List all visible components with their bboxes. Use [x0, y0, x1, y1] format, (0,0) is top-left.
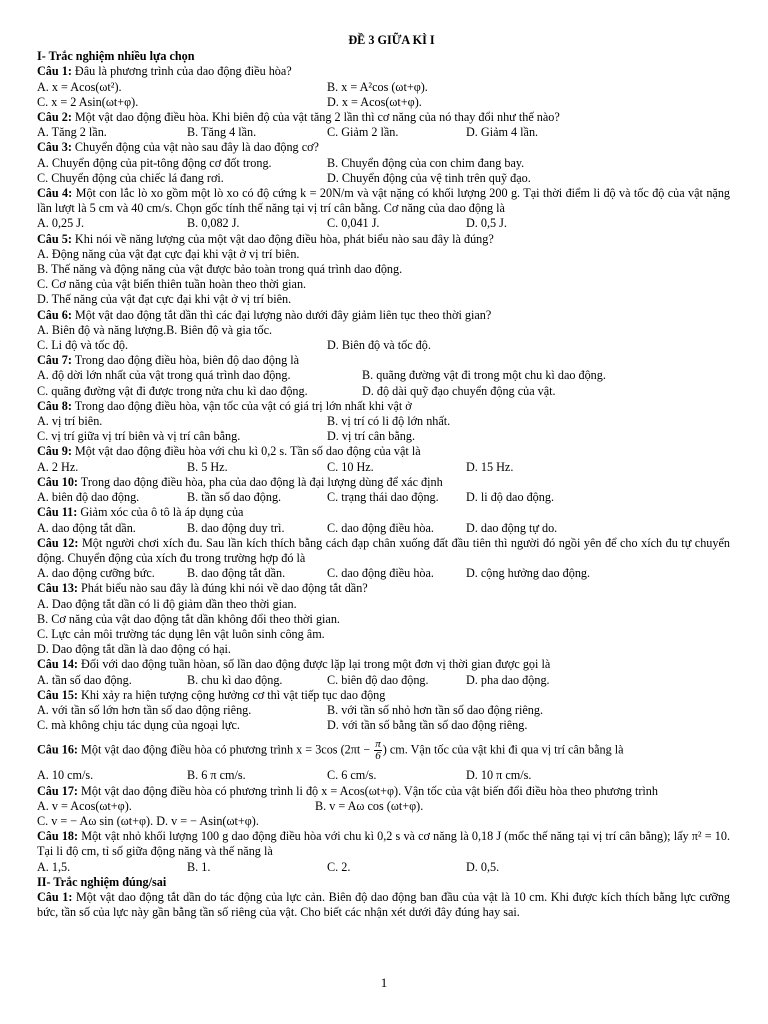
answer-option: B. Tăng 4 lần. [187, 125, 257, 140]
answer-options-row [37, 384, 730, 399]
question-block [37, 110, 730, 140]
answer-option: A. 10 cm/s. [37, 768, 94, 783]
answer-options-row [37, 156, 730, 171]
question-block [37, 140, 730, 186]
question-label: Câu 1: [37, 889, 73, 904]
question-label: Câu 9: [37, 444, 72, 459]
question-stem [37, 399, 730, 414]
question-block [37, 308, 730, 354]
answer-option: D. x = Acos(ωt+φ). [327, 94, 422, 109]
question-text: Một vật dao động điều hòa có phương trình x = 3cos (2πt − [81, 742, 374, 757]
question-stem [37, 444, 730, 459]
question-block [37, 829, 730, 875]
answer-option: B. chu kì dao động. [187, 672, 283, 687]
exam-title: ĐỀ 3 GIỮA KÌ I [348, 33, 435, 47]
question-block [37, 581, 730, 657]
answer-option: C. dao động điều hòa. [327, 566, 434, 581]
answer-option: B. Chuyển động của con chim đang bay. [327, 155, 525, 170]
question-text: Khi nói về năng lượng của một vật dao động điều hòa, phát biểu nào sau đây là đúng? [74, 231, 494, 246]
answer-option: A. vị trí biên. [37, 414, 103, 429]
question-label: Câu 13: [37, 581, 78, 596]
answer-options-row [37, 566, 730, 581]
answer-options-row [37, 414, 730, 429]
question-text: Trong dao động điều hòa, pha của dao động là đại lượng dùng để xác định [80, 474, 443, 489]
answer-option: D. với tần số bằng tần số dao động riêng. [327, 718, 528, 733]
answer-option: D. Biên độ và tốc độ. [327, 338, 431, 353]
answer-options-row [37, 171, 730, 186]
answer-option: C. 10 Hz. [327, 459, 374, 474]
question-block [37, 444, 730, 474]
answer-options-row [37, 718, 730, 733]
question-label: Câu 11: [37, 505, 78, 520]
true-false-list [37, 890, 730, 920]
answer-option: B. vị trí có li độ lớn nhất. [327, 414, 451, 429]
answer-option: B. 6 π cm/s. [187, 768, 246, 783]
question-block [37, 475, 730, 505]
answer-option: D. Chuyển động của vệ tinh trên quỹ đạo. [327, 170, 531, 185]
question-text: Đối với dao động tuần hòan, số lần dao động được lặp lại trong một đơn vị thời gian được gọi là [81, 657, 551, 672]
answer-options-row [37, 673, 730, 688]
question-text: Phát biểu nào sau đây là đúng khi nói về dao động tắt dần? [81, 581, 368, 596]
question-label: Câu 10: [37, 474, 78, 489]
answer-option: C. 6 cm/s. [327, 768, 377, 783]
answer-option: A. Dao động tắt dần có li độ giảm dần theo thời gian. [37, 596, 297, 611]
question-text: Trong dao động điều hòa, vận tốc của vật có giá trị lớn nhất khi vật ở [74, 398, 412, 413]
question-stem [37, 140, 730, 155]
question-label: Câu 1: [37, 64, 72, 79]
answer-option: D. Giảm 4 lần. [466, 125, 539, 140]
question-stem [37, 688, 730, 703]
section-title-true-false: II- Trắc nghiệm đúng/sai [37, 874, 167, 889]
answer-option: A. 1,5. [37, 859, 71, 874]
question-stem [37, 186, 730, 216]
question-block [37, 688, 730, 734]
question-block [37, 399, 730, 445]
answer-options-row [37, 95, 730, 110]
question-stem [37, 784, 730, 799]
answer-option: D. Thế năng của vật đạt cực đại khi vật ở vị trí biên. [37, 292, 292, 307]
answer-options-row [37, 703, 730, 718]
question-text: Một con lắc lò xo gồm một lò xo có độ cứng k = 20N/m và vật nặng có khối lượng 200 g. Tại thời điểm li độ và tốc độ của vật nặng lần lượt là 5 cm và 40 cm/s. Chọn gốc tính thế năng tại vị trí cân bằng. Cơ năng của dao động là [37, 186, 731, 216]
question-label: Câu 8: [37, 398, 72, 413]
question-label: Câu 3: [37, 140, 72, 155]
answer-options-row [37, 216, 730, 231]
question-stem [37, 657, 730, 672]
answer-option: A. 0,25 J. [37, 216, 85, 231]
section-title-multiple-choice: I- Trắc nghiệm nhiều lựa chọn [37, 49, 195, 64]
answer-option: C. 2. [327, 859, 351, 874]
answer-options-row [37, 323, 730, 338]
answer-options-row [37, 125, 730, 140]
question-text: Một vật dao động tắt dần thì các đại lượng nào dưới đây giảm liên tục theo thời gian? [74, 307, 492, 322]
answer-option: B. v = Aω cos (ωt+φ). [315, 798, 424, 813]
answer-option: D. 10 π cm/s. [466, 768, 532, 783]
question-label: Câu 17: [37, 783, 78, 798]
answer-options-row [37, 768, 730, 783]
question-text: ) cm. Vận tốc của vật khi đi qua vị trí cân bằng là [382, 742, 624, 757]
answer-options-row [37, 860, 730, 875]
answer-option: C. quãng đường vật đi được trong nửa chu kì dao động. [37, 383, 308, 398]
page-number: 1 [380, 975, 388, 990]
answer-option: C. mà không chịu tác dụng của ngoại lực. [37, 718, 240, 733]
question-label: Câu 18: [37, 829, 79, 844]
question-stem [37, 505, 730, 520]
answer-option: A. biên độ dao động. [37, 490, 140, 505]
question-label: Câu 14: [37, 657, 78, 672]
answer-option: A. Chuyển động của pit-tông động cơ đốt trong. [37, 155, 272, 170]
question-stem [37, 581, 730, 596]
question-stem [37, 829, 730, 859]
question-text: Một vật dao động điều hòa. Khi biên độ của vật tăng 2 lần thì cơ năng của nó thay đổi như thế nào? [74, 110, 560, 125]
answer-option: B. 1. [187, 859, 211, 874]
answer-options-row [37, 490, 730, 505]
question-label: Câu 16: [37, 742, 78, 757]
question-list [37, 64, 730, 874]
answer-option: C. vị trí giữa vị trí biên và vị trí cân bằng. [37, 429, 241, 444]
answer-option: C. Cơ năng của vật biến thiên tuần hoàn theo thời gian. [37, 277, 307, 292]
question-text: Một vật dao động điều hòa với chu kì 0,2 s. Tần số dao động của vật là [74, 444, 421, 459]
answer-option: B. x = A²cos (ωt+φ). [327, 79, 428, 94]
question-text: Chuyển động của vật nào sau đây là dao động cơ? [74, 140, 319, 155]
answer-option: C. dao động điều hòa. [327, 520, 434, 535]
answer-option: D. 0,5 J. [466, 216, 507, 231]
answer-option: D. 0,5. [466, 859, 500, 874]
answer-option: C. Lực cản môi trường tác dụng lên vật luôn sinh công âm. [37, 626, 325, 641]
answer-option: B. quãng đường vật đi trong một chu kì dao động. [362, 368, 606, 383]
answer-option: B. tần số dao động. [187, 490, 282, 505]
answer-option: D. dao động tự do. [466, 520, 558, 535]
answer-option: A. 2 Hz. [37, 459, 79, 474]
question-stem [37, 232, 730, 247]
answer-option: D. vị trí cân bằng. [327, 429, 415, 444]
answer-option: B. Thế năng và động năng của vật được bảo toàn trong quá trình dao động. [37, 262, 403, 277]
fraction-numerator: π [375, 738, 381, 751]
question-block [37, 232, 730, 308]
answer-option: A. dao động cưỡng bức. [37, 566, 155, 581]
answer-option: C. Li độ và tốc độ. [37, 338, 129, 353]
question-label: Câu 6: [37, 307, 72, 322]
answer-option: A. độ dời lớn nhất của vật trong quá trình dao động. [37, 368, 291, 383]
answer-options-row [37, 429, 730, 444]
answer-options-row [37, 80, 730, 95]
answer-option: D. độ dài quỹ đạo chuyển động của vật. [362, 383, 556, 398]
question-label: Câu 7: [37, 353, 72, 368]
question-text: Đâu là phương trình của dao động điều hòa? [74, 64, 292, 79]
question-stem [37, 110, 730, 125]
answer-options-row [37, 460, 730, 475]
answer-option: C. x = 2 Asin(ωt+φ). [37, 94, 139, 109]
answer-option: D. pha dao động. [466, 672, 550, 687]
question-block [37, 739, 730, 783]
fraction-denominator: 6 [375, 750, 381, 763]
question-label: Câu 2: [37, 110, 72, 125]
question-stem [37, 536, 730, 566]
question-stem [37, 739, 730, 762]
answer-option: D. cộng hưởng dao động. [466, 566, 591, 581]
question-stem [37, 353, 730, 368]
question-block [37, 64, 730, 110]
answer-option: A. tần số dao động. [37, 672, 132, 687]
formula-fraction [374, 739, 382, 762]
answer-option: A. Biên độ và năng lượng.B. Biên độ và gia tốc. [37, 322, 273, 337]
answer-option: B. Cơ năng của vật dao động tắt dần không đổi theo thời gian. [37, 611, 340, 626]
answer-option: A. v = Acos(ωt+φ). [37, 798, 132, 813]
answer-options-row [37, 368, 730, 383]
question-stem [37, 64, 730, 79]
question-block [37, 353, 730, 399]
answer-option: C. trạng thái dao động. [327, 490, 439, 505]
question-stem [37, 475, 730, 490]
answer-option: A. x = Acos(ωt²). [37, 79, 122, 94]
question-label: Câu 4: [37, 186, 73, 201]
answer-option: C. 0,041 J. [327, 216, 380, 231]
answer-option: B. với tần số nhỏ hơn tần số dao động riêng. [327, 702, 543, 717]
answer-option [327, 323, 730, 338]
answer-options-row [37, 521, 730, 536]
answer-option: C. Giảm 2 lần. [327, 125, 399, 140]
answer-option: C. biên độ dao động. [327, 672, 429, 687]
question-block [37, 536, 730, 582]
answer-option: C. v = − Aω sin (ωt+φ). D. v = − Asin(ωt+φ). [37, 813, 259, 828]
question-block [37, 784, 730, 830]
answer-option: D. Dao động tắt dần là dao động có hại. [37, 642, 231, 657]
answer-option: B. 0,082 J. [187, 216, 240, 231]
answer-option: B. dao động duy trì. [187, 520, 285, 535]
question-text: Một vật dao động điều hòa có phương trình li độ x = Acos(ωt+φ). Vận tốc của vật biến đổi điều hòa theo phương trình [81, 783, 658, 798]
answer-option: A. với tần số lớn hơn tần số dao động riêng. [37, 702, 252, 717]
answer-option: D. 15 Hz. [466, 459, 514, 474]
answer-option: C. Chuyển động của chiếc lá đang rơi. [37, 170, 224, 185]
question-block [37, 186, 730, 232]
question-text: Một vật nhỏ khối lượng 100 g dao động điều hòa với chu kì 0,2 s và cơ năng là 0,18 J (mốc thế năng tại vị trí cân bằng); lấy π² = 10. Tại li độ cm, tỉ số giữa động năng và thế năng là [37, 829, 730, 859]
answer-option: A. Tăng 2 lần. [37, 125, 107, 140]
answer-options-row [37, 799, 730, 814]
question-block [37, 505, 730, 535]
true-false-question [37, 890, 730, 920]
exam-content [37, 33, 730, 920]
answer-option: B. dao động tắt dần. [187, 566, 286, 581]
question-label: Câu 12: [37, 535, 79, 550]
answer-option: A. dao động tắt dần. [37, 520, 136, 535]
question-text: Một người chơi xích đu. Sau lần kích thích bằng cách đạp chân xuống đất đầu tiên thì người đó ngồi yên để cho xích đu tự chuyển động. Chuyển động của xích đu trong trường hợp đó là [37, 535, 731, 565]
question-text: Giảm xóc của ô tô là áp dụng của [80, 505, 244, 520]
question-stem [37, 308, 730, 323]
answer-option: B. 5 Hz. [187, 459, 228, 474]
question-label: Câu 15: [37, 687, 78, 702]
answer-option: D. li độ dao động. [466, 490, 555, 505]
question-block [37, 657, 730, 687]
question-text: Một vật dao động tắt dần do tác động của lực cản. Biên độ dao động ban đầu của vật là 10 cm. Khi được kích thích bằng lực cưỡng bức, tần số của lực này gần bằng tần số riêng của vật. Cho biết các nhận xét dưới đây đúng hay sai. [37, 889, 731, 920]
answer-options-row [37, 338, 730, 353]
question-text: Khi xảy ra hiện tượng cộng hưởng cơ thì vật tiếp tục dao động [81, 687, 386, 702]
question-label: Câu 5: [37, 231, 72, 246]
answer-option: A. Động năng của vật đạt cực đại khi vật ở vị trí biên. [37, 246, 300, 261]
question-text: Trong dao động điều hòa, biên độ dao động là [74, 353, 300, 368]
